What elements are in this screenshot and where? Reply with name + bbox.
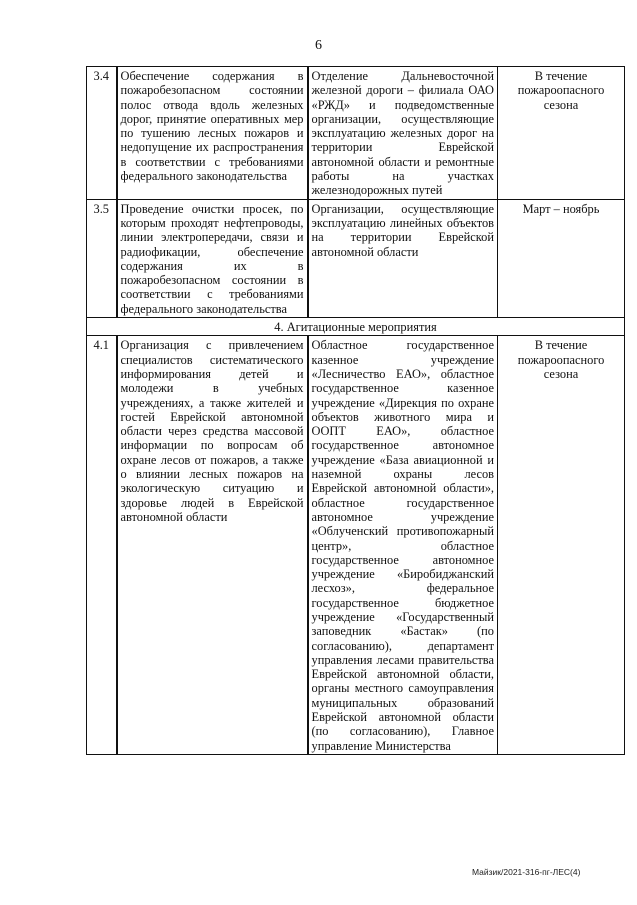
deadline-cell: В течение пожароопасного сезона — [498, 67, 625, 200]
section-title: 4. Агитационные мероприятия — [87, 318, 625, 336]
table-row — [87, 67, 625, 200]
action-cell: Обеспечение содержания в пожаробезопасном состоянии полос отвода вдоль железных дорог, принятие оперативных мер по тушению лесных пожаров и недопущение их распространения в соответствии с требованиями федерального законодательства — [117, 67, 308, 200]
section-header-row — [87, 318, 625, 336]
executor-cell: Организации, осуществляющие эксплуатацию линейных объектов на территории Еврейской автономной области — [308, 199, 498, 317]
executor-cell: Отделение Дальневосточной железной дороги – филиала ОАО «РЖД» и подведомственные организации, осуществляющие эксплуатацию железных дорог на территории Еврейской автономной области и ремонтные работы на участках железнодорожных путей — [308, 67, 498, 200]
measures-table — [86, 66, 625, 755]
page-number: 6 — [315, 38, 322, 53]
executor-cell: Областное государственное казенное учреждение «Лесничество ЕАО», областное государственное казенное учреждение «Дирекция по охране объектов животного мира и ООПТ ЕАО», областное государственное автономное учреждение «База авиационной и наземной охраны лесов Еврейской автономной области», областное государственное автономное учреждение «Облученский противопожарный центр», областное государственное автономное учреждение «Биробиджанский лесхоз», федеральное государственное бюджетное учреждение «Государственный заповедник «Бастак» (по согласованию), департамент управления лесами правительства Еврейской автономной области, органы местного самоуправления муниципальных образований Еврейской автономной области (по согласованию), Главное управление Министерства — [308, 336, 498, 755]
row-number: 3.5 — [87, 199, 117, 317]
action-cell: Организация с привлечением специалистов систематического информирования детей и молодежи в учебных учреждениях, а также жителей и гостей Еврейской автономной области через средства массовой информации по вопросам об охране лесов от пожаров, а также о влиянии лесных пожаров на экологическую ситуацию и здоровье людей в Еврейской автономной области — [117, 336, 308, 755]
action-cell: Проведение очистки просек, по которым проходят нефтепроводы, линии электропередачи, связи и радиофикации, обеспечение содержания их в пожаробезопасном состоянии в соответствии с требованиями федерального законодательства — [117, 199, 308, 317]
deadline-cell: Март – ноябрь — [498, 199, 625, 317]
table-row — [87, 199, 625, 317]
table-row — [87, 336, 625, 755]
row-number: 4.1 — [87, 336, 117, 755]
deadline-cell: В течение пожароопасного сезона — [498, 336, 625, 755]
row-number: 3.4 — [87, 67, 117, 200]
document-code: Майзик/2021-316-пг-ЛЕС(4) — [472, 867, 581, 877]
